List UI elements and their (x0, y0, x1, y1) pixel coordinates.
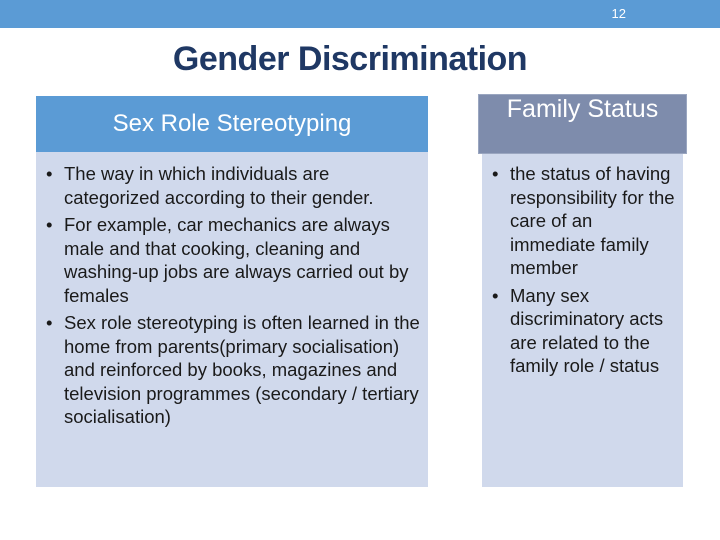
panel-header-family-status (478, 94, 687, 154)
panel-heading-text: Sex Role Stereotyping (112, 110, 352, 137)
bullet-dot-icon: • (492, 284, 499, 306)
bullet-dot-icon: • (46, 214, 53, 235)
slide-number: 12 (611, 6, 626, 21)
bullet-item (492, 162, 680, 280)
sex-role-bullet-list (46, 162, 422, 433)
bullet-dot-icon: • (492, 163, 499, 184)
bullet-item (46, 311, 422, 429)
slide-title: Gender Discrimination (172, 40, 528, 78)
panel-heading-text: Family Status (506, 95, 659, 123)
family-status-bullet-list (492, 162, 680, 382)
bullet-item (492, 284, 680, 378)
bullet-text: the status of having responsibility for the care of an immediate family member (510, 163, 675, 278)
bullet-item (46, 162, 422, 209)
bullet-text: Many sex discriminatory acts are related to the family role / status (510, 284, 664, 376)
bullet-dot-icon: • (46, 163, 53, 184)
top-accent-bar (0, 0, 720, 28)
panel-header-sex-role-stereotyping (36, 96, 428, 152)
bullet-text: Sex role stereotyping is often learned in the home from parents(primary socialisation) and reinforced by books, magazines and television programmes (secondary / tertiary socialisation) (64, 312, 420, 427)
family-status-panel (482, 96, 683, 487)
bullet-dot-icon: • (46, 312, 53, 333)
bullet-text: For example, car mechanics are always male and that cooking, cleaning and washing-up jobs are always carried out by females (64, 214, 409, 306)
bullet-text: The way in which individuals are categorized according to their gender. (64, 163, 374, 208)
sex-role-stereotyping-panel (36, 96, 428, 487)
bullet-item (46, 213, 422, 307)
